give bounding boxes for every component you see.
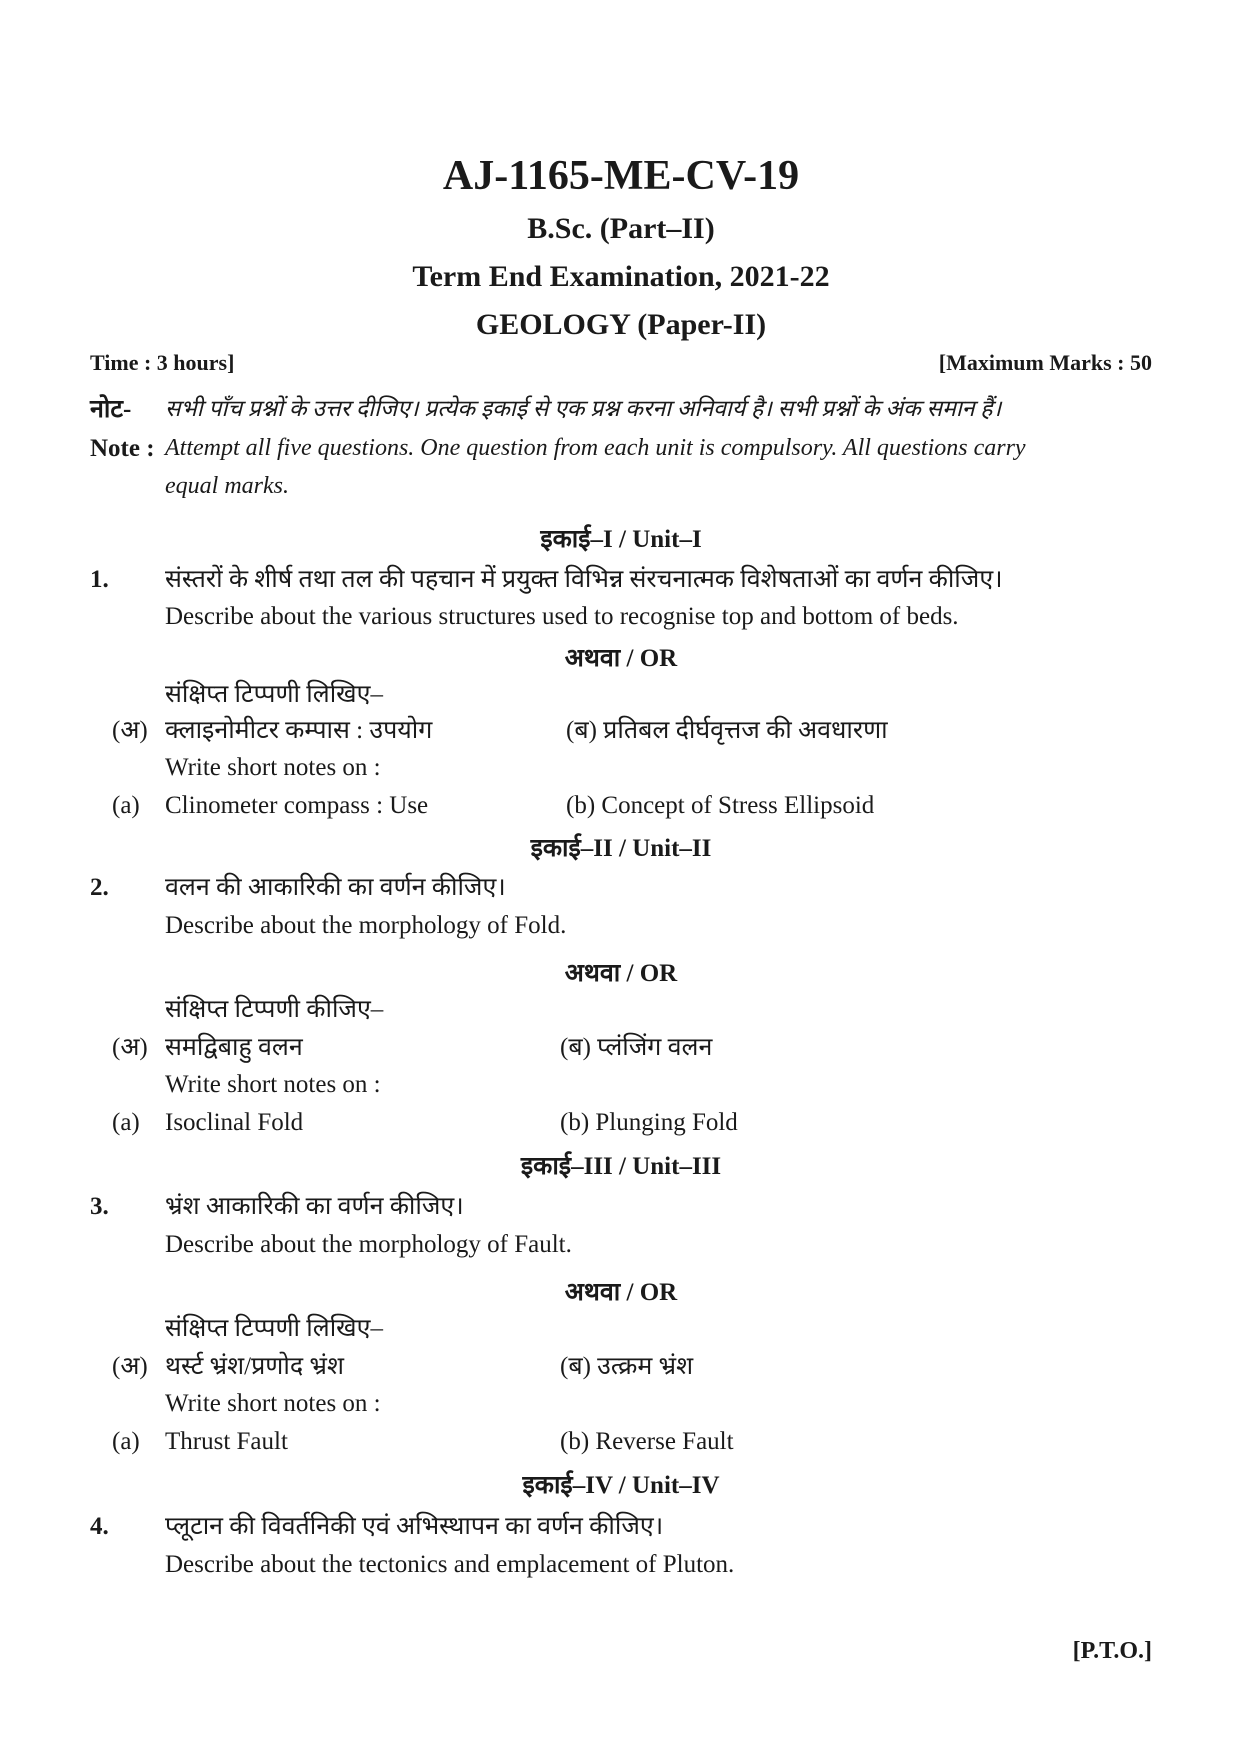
time-allowed: Time : 3 hours] <box>90 350 235 375</box>
option-a-en: Thrust Fault <box>165 1428 288 1455</box>
maximum-marks: [Maximum Marks : 50 <box>938 350 1152 375</box>
alt-en-intro: Write short notes on : <box>165 1071 381 1098</box>
option-b-en: (b) Plunging Fold <box>560 1109 738 1136</box>
question-number: 1. <box>90 566 109 593</box>
alt-hi-intro: संक्षिप्त टिप्पणी कीजिए– <box>165 996 384 1023</box>
alt-en-intro: Write short notes on : <box>165 1390 381 1417</box>
question-number: 4. <box>90 1513 109 1540</box>
option-a-label-hi: (अ) <box>112 1034 148 1061</box>
note-hi-label: नोट- <box>90 396 132 423</box>
option-a-en: Isoclinal Fold <box>165 1109 304 1136</box>
option-a-label-en: (a) <box>112 1428 140 1455</box>
question-en: Describe about the various structures used to recognise top and bottom of beds. <box>165 603 959 630</box>
question-hi: संस्तरों के शीर्ष तथा तल की पहचान में प्रयुक्त विभिन्न संरचनात्मक विशेषताओं का वर्णन कीजिए। <box>165 566 1003 593</box>
option-a-label-hi: (अ) <box>112 717 148 744</box>
option-a-label-hi: (अ) <box>112 1353 148 1380</box>
option-a-hi: थर्स्ट भ्रंश/प्रणोद भ्रंश <box>165 1353 344 1380</box>
option-a-hi: क्लाइनोमीटर कम्पास : उपयोग <box>165 717 433 744</box>
option-b-en: (b) Concept of Stress Ellipsoid <box>566 792 875 819</box>
option-b-hi: (ब) प्लंजिंग वलन <box>560 1034 713 1061</box>
alt-hi-intro: संक्षिप्त टिप्पणी लिखिए– <box>165 1315 383 1342</box>
option-b-hi: (ब) उत्क्रम भ्रंश <box>560 1353 694 1380</box>
option-a-label-en: (a) <box>112 1109 140 1136</box>
alt-hi-intro: संक्षिप्त टिप्पणी लिखिए– <box>165 681 383 708</box>
option-a-hi: समद्विबाहु वलन <box>165 1034 303 1061</box>
question-en: Describe about the tectonics and emplacement of Pluton. <box>165 1551 735 1578</box>
or-divider: अथवा / OR <box>564 645 678 672</box>
paper-title: GEOLOGY (Paper-II) <box>475 308 767 341</box>
question-hi: प्लूटान की विवर्तनिकी एवं अभिस्थापन का वर्णन कीजिए। <box>165 1513 664 1540</box>
question-en: Describe about the morphology of Fold. <box>165 912 567 939</box>
question-hi: वलन की आकारिकी का वर्णन कीजिए। <box>165 874 506 901</box>
question-number: 3. <box>90 1193 109 1220</box>
alt-en-intro: Write short notes on : <box>165 754 381 781</box>
note-en-line1: Attempt all five questions. One question from each unit is compulsory. All questions carry <box>165 435 1026 461</box>
unit-heading: इकाई–II / Unit–II <box>530 835 712 862</box>
option-b-en: (b) Reverse Fault <box>560 1428 734 1455</box>
unit-heading: इकाई–III / Unit–III <box>520 1153 722 1180</box>
or-divider: अथवा / OR <box>564 1279 678 1306</box>
exam-title: Term End Examination, 2021-22 <box>412 260 830 293</box>
paper-code: AJ-1165-ME-CV-19 <box>442 153 800 199</box>
option-a-en: Clinometer compass : Use <box>165 792 429 819</box>
option-b-hi: (ब) प्रतिबल दीर्घवृत्तज की अवधारणा <box>566 717 888 744</box>
course-title: B.Sc. (Part–II) <box>527 212 715 245</box>
question-number: 2. <box>90 874 109 901</box>
question-en: Describe about the morphology of Fault. <box>165 1231 572 1258</box>
note-en-label: Note : <box>90 435 155 462</box>
or-divider: अथवा / OR <box>564 960 678 987</box>
note-en-line2: equal marks. <box>165 473 289 499</box>
pto-label: [P.T.O.] <box>1072 1638 1152 1664</box>
unit-heading: इकाई–I / Unit–I <box>540 526 702 553</box>
unit-heading: इकाई–IV / Unit–IV <box>522 1472 720 1499</box>
option-a-label-en: (a) <box>112 792 140 819</box>
note-hi-text: सभी पाँच प्रश्नों के उत्तर दीजिए। प्रत्येक इकाई से एक प्रश्न करना अनिवार्य है। सभी प्रश्नों के अंक समान हैं। <box>165 396 1002 421</box>
question-hi: भ्रंश आकारिकी का वर्णन कीजिए। <box>165 1193 464 1220</box>
